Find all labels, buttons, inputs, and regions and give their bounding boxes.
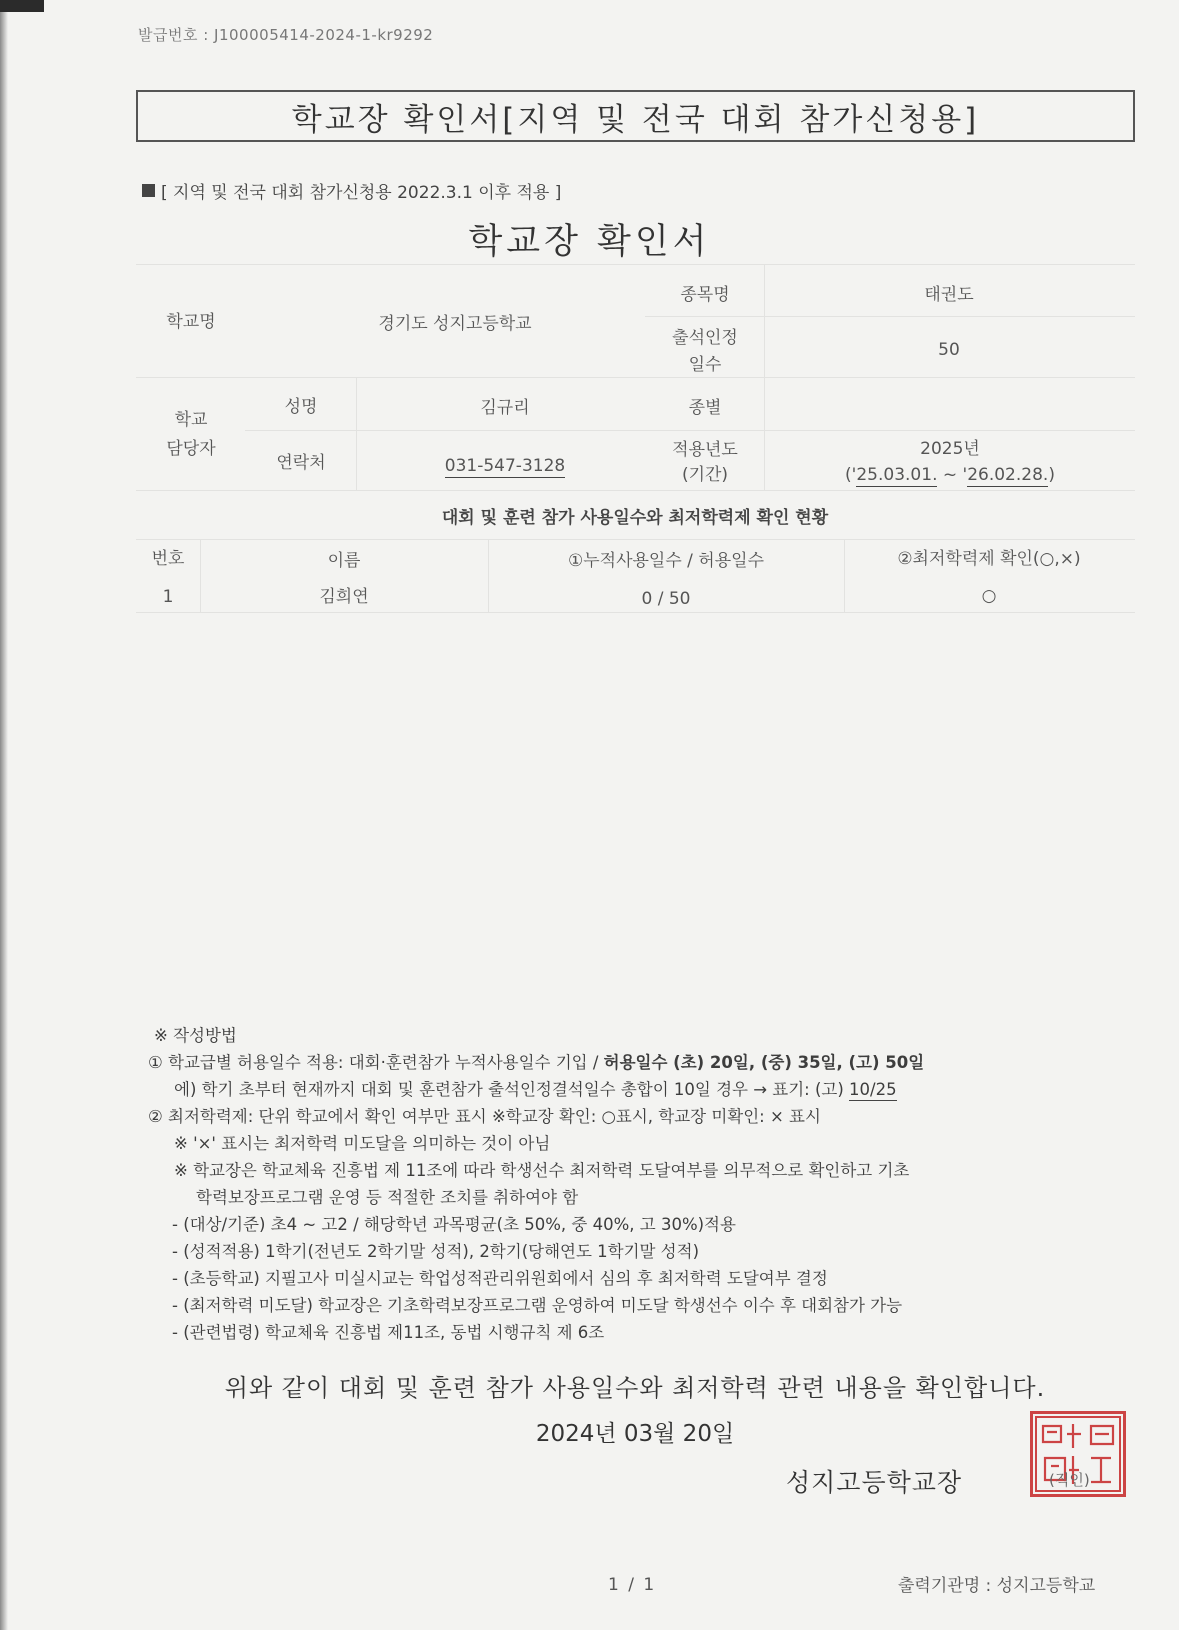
printer-label: 출력기관명 : 성지고등학교 xyxy=(898,1576,1096,1596)
divider xyxy=(136,539,1135,540)
notes-line: - (최저학력 미도달) 학교장은 기초학력보장프로그램 운영하여 미도달 학생선수 이수 후 대회참가 가능 xyxy=(172,1296,903,1315)
school-value: 경기도 성지고등학교 xyxy=(378,314,532,334)
name-label: 성명 xyxy=(284,397,318,417)
contact-value-text: 031-547-3128 xyxy=(444,456,566,476)
row-number: 1 xyxy=(162,587,174,607)
doc-title: 학교장 확인서 xyxy=(468,222,711,262)
notes-line: - (초등학교) 지필고사 미실시교는 학업성적관리위원회에서 심의 후 최저학력 도달여부 결정 xyxy=(172,1269,828,1288)
notes-line: - (성적적용) 1학기(전년도 2학기말 성적), 2학기(당해연도 1학기말 성적) xyxy=(172,1242,700,1261)
header-number: 번호 xyxy=(151,549,185,569)
header-days: ①누적사용일수 / 허용일수 xyxy=(568,551,764,571)
seal-label: (직인) xyxy=(1049,1471,1090,1489)
page-number: 1 / 1 xyxy=(608,1575,657,1595)
period-open: (' xyxy=(845,465,857,485)
row-days: 0 / 50 xyxy=(641,589,691,609)
attendance-value: 50 xyxy=(938,340,960,360)
notes-line: ② 최저학력제: 단위 학교에서 확인 여부만 표시 ※학교장 확인: ○표시, 학교장 미확인: × 표시 xyxy=(148,1107,821,1126)
square-bullet-icon xyxy=(142,184,155,197)
notes-section xyxy=(148,1022,924,1346)
notes-line: ※ 학교장은 학교체육 진흥법 제 11조에 따라 학생선수 최저학력 도달여부를 의무적으로 확인하고 기초 xyxy=(174,1161,910,1180)
sport-value: 태권도 xyxy=(924,285,974,305)
issue-number: 발급번호 : J100005414-2024-1-kr9292 xyxy=(138,26,434,44)
notes-line-1b: 허용일수 (초) 20일, (중) 35일, (고) 50일 xyxy=(603,1053,925,1072)
school-label: 학교명 xyxy=(166,312,216,332)
period-start: 25.03.01. xyxy=(856,465,938,485)
notes-line-2a: 에) 학기 초부터 현재까지 대회 및 훈련참가 출석인정결석일수 총합이 10일 경우 → 표기: (고) xyxy=(174,1080,850,1099)
divider xyxy=(136,377,1135,378)
row-min-academic: ○ xyxy=(981,586,997,606)
year-label-2: (기간) xyxy=(681,465,729,485)
notes-line-1a: ① 학교급별 허용일수 적용: 대회·훈련참가 누적사용일수 기입 / xyxy=(148,1053,604,1072)
applied-note xyxy=(142,178,561,203)
applied-note-text: [ 지역 및 전국 대회 참가신청용 2022.3.1 이후 적용 ] xyxy=(161,183,562,203)
confirm-text: 위와 같이 대회 및 훈련 참가 사용일수와 최저학력 관련 내용을 확인합니다. xyxy=(224,1374,1046,1402)
main-title: 학교장 확인서[지역 및 전국 대회 참가신청용] xyxy=(291,101,980,138)
notes-line xyxy=(174,1076,924,1103)
manager-label-2: 담당자 xyxy=(166,439,216,459)
divider xyxy=(245,430,1135,431)
manager-label-1: 학교 xyxy=(174,410,208,430)
scan-corner-mark xyxy=(0,0,44,12)
contact-value xyxy=(400,453,610,479)
period-end: 26.02.28. xyxy=(967,465,1049,485)
year-period xyxy=(820,462,1080,488)
attendance-label-1: 출석인정 xyxy=(672,328,738,348)
principal-title: 성지고등학교장 xyxy=(786,1468,963,1497)
notes-title: ※ 작성방법 xyxy=(154,1026,237,1045)
main-title-box xyxy=(136,90,1135,142)
year-label-1: 적용년도 xyxy=(672,440,738,460)
divider xyxy=(136,264,1135,265)
period-close: ) xyxy=(1048,465,1055,485)
status-heading: 대회 및 훈련 참가 사용일수와 최저학력제 확인 현황 xyxy=(441,508,829,528)
name-value: 김규리 xyxy=(480,398,530,418)
row-name: 김희연 xyxy=(319,587,369,607)
notes-line xyxy=(148,1049,924,1076)
notes-line: - (대상/기준) 초4 ~ 고2 / 해당학년 과목평균(초 50%, 중 40%, 고 30%)적용 xyxy=(172,1215,736,1234)
divider xyxy=(136,490,1135,491)
issue-date: 2024년 03월 20일 xyxy=(535,1421,735,1447)
notes-line: - (관련법령) 학교체육 진흥법 제11조, 동법 시행규칙 제 6조 xyxy=(172,1323,605,1342)
divider xyxy=(136,612,1135,613)
header-min-academic: ②최저학력제 확인(○,×) xyxy=(897,549,1081,569)
notes-line: 학력보장프로그램 운영 등 적절한 조치를 취하여야 함 xyxy=(196,1188,579,1207)
notes-line-2b: 10/25 xyxy=(849,1080,897,1099)
sport-label: 종목명 xyxy=(680,285,730,305)
attendance-label-2: 일수 xyxy=(688,355,722,375)
period-separator: ~ ' xyxy=(937,465,968,485)
contact-label: 연락처 xyxy=(276,453,326,473)
year-value: 2025년 xyxy=(920,439,980,459)
event-label: 종별 xyxy=(688,398,722,418)
header-name: 이름 xyxy=(327,551,361,571)
notes-line: ※ '×' 표시는 최저학력 미도달을 의미하는 것이 아님 xyxy=(174,1134,551,1153)
divider xyxy=(645,316,1135,317)
